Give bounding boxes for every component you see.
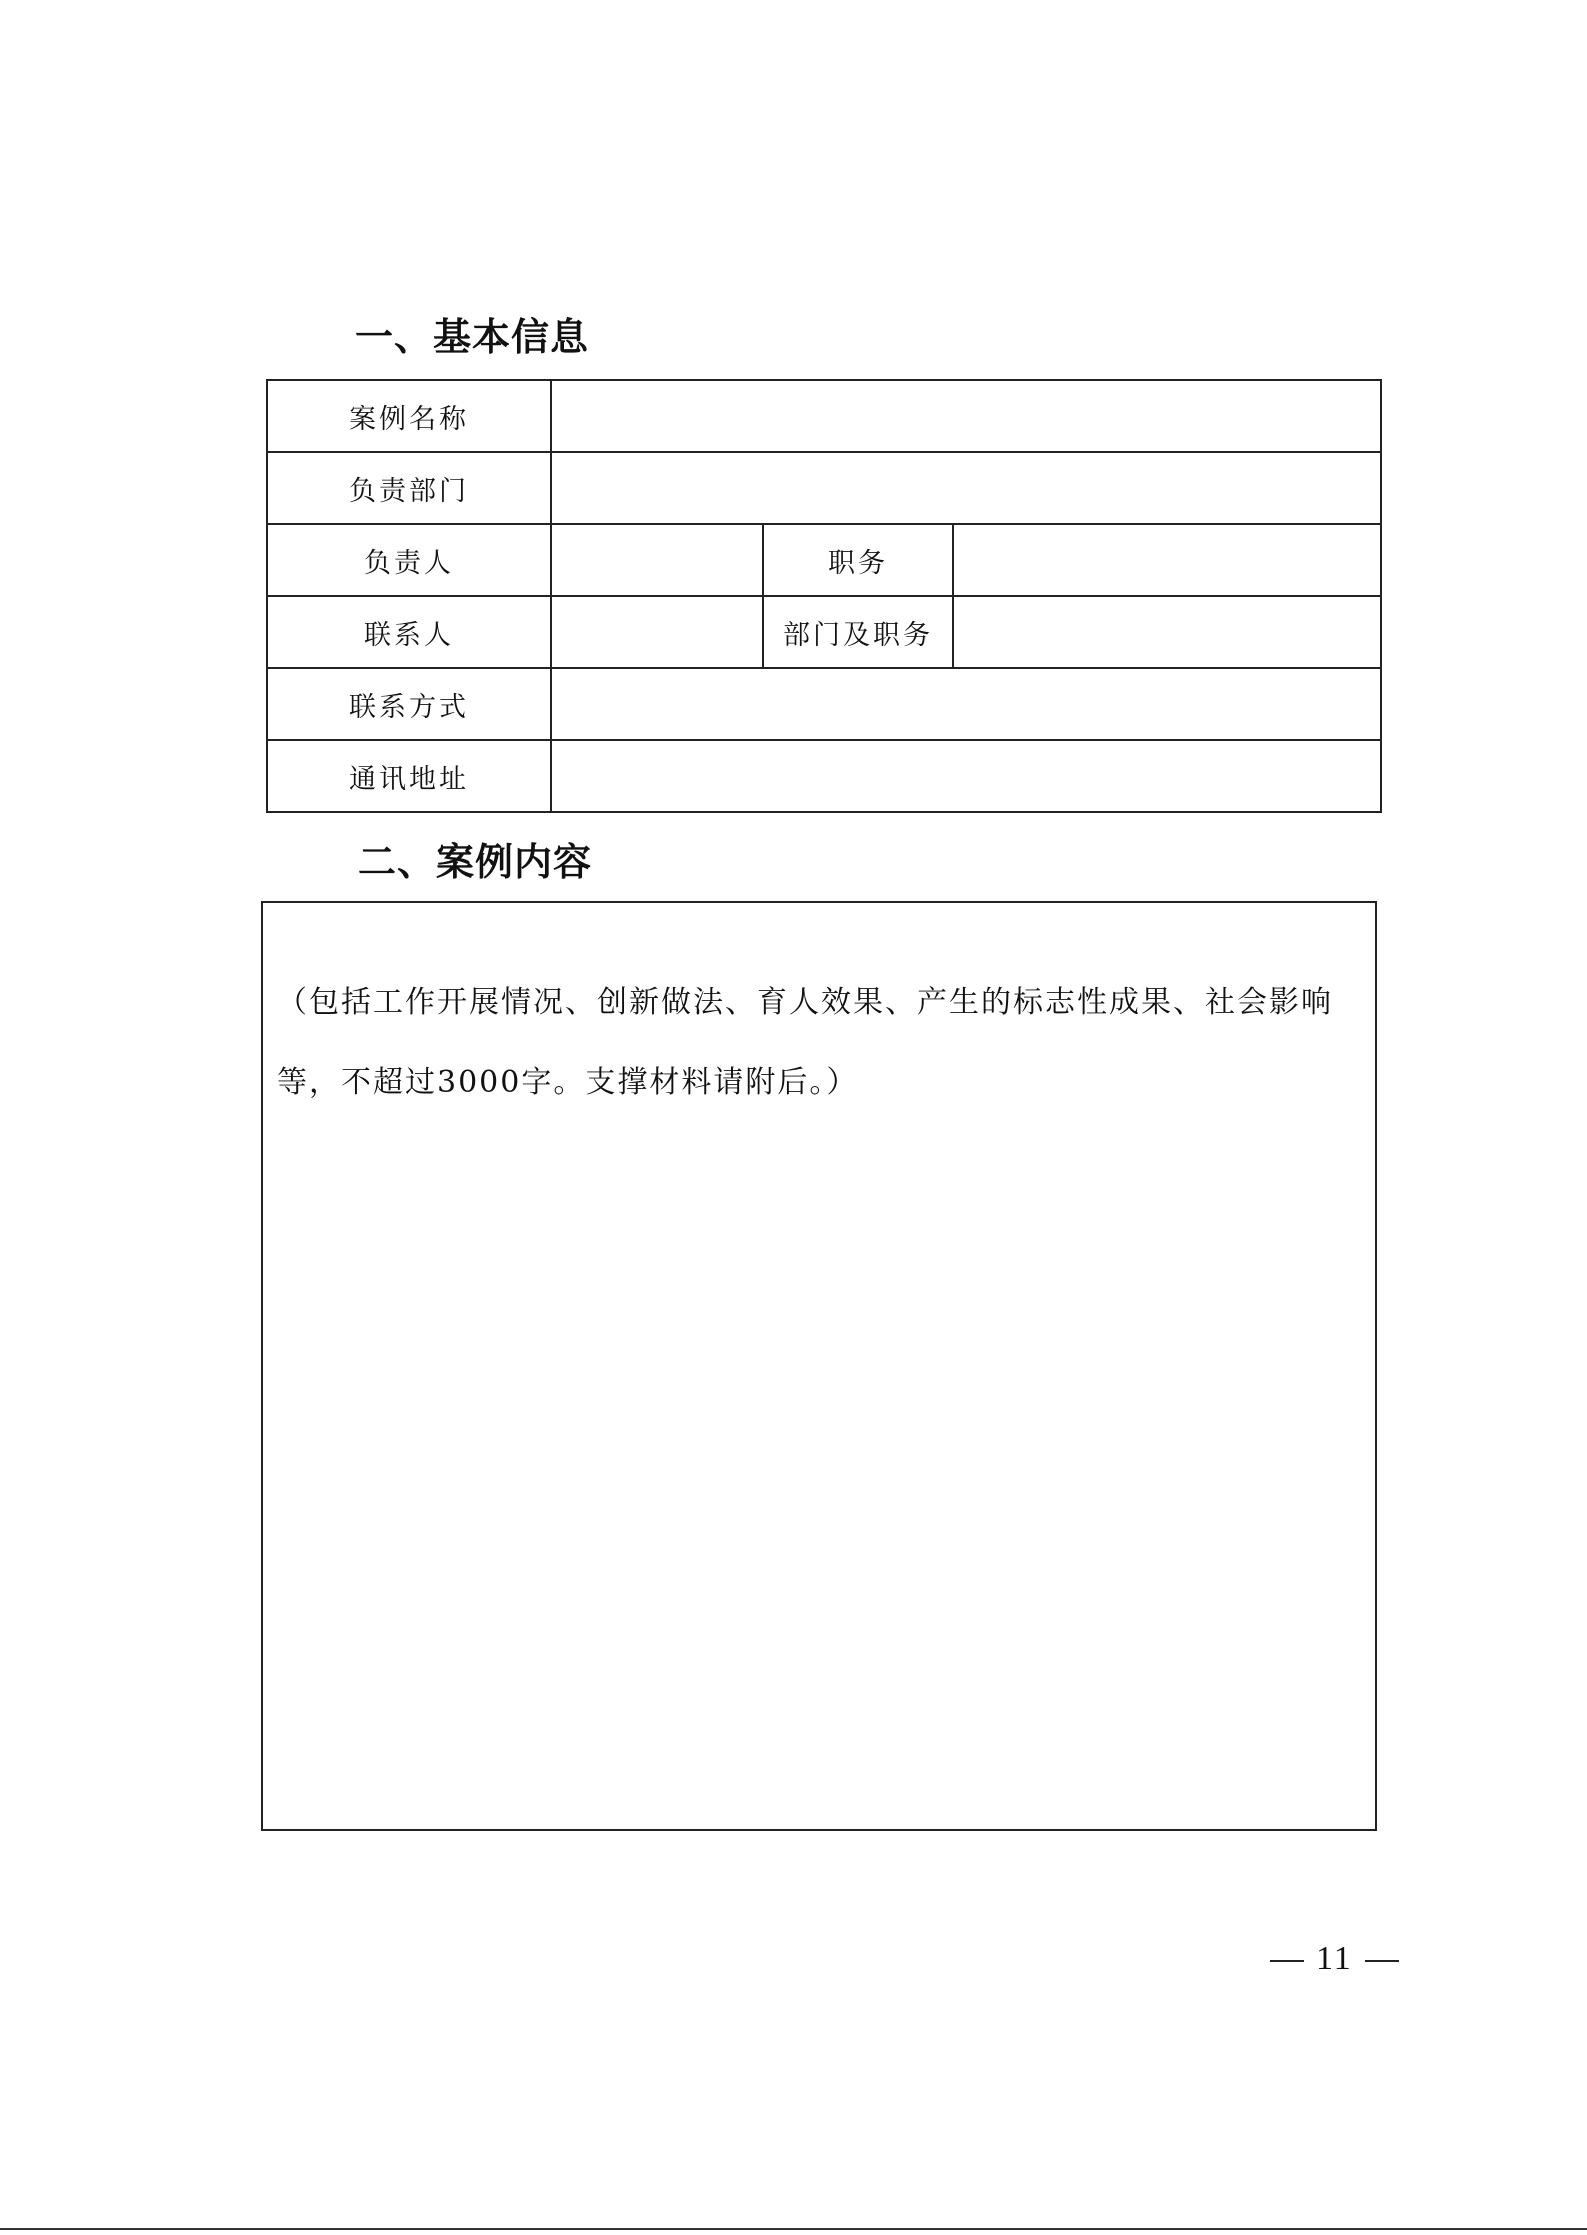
- basic-info-table: [266, 379, 1382, 813]
- dept-position-field[interactable]: [953, 596, 1381, 668]
- section-title-basic-info: 一、基本信息: [355, 315, 590, 359]
- person-in-charge-field[interactable]: [551, 524, 763, 596]
- table-row-case-name: [267, 380, 1381, 452]
- contact-method-label: 联系方式: [267, 668, 551, 740]
- position-label: 职务: [763, 524, 953, 596]
- case-content-box[interactable]: [261, 901, 1377, 1831]
- table-row-address: [267, 740, 1381, 812]
- department-label: 负责部门: [267, 452, 551, 524]
- case-name-label: 案例名称: [267, 380, 551, 452]
- position-field[interactable]: [953, 524, 1381, 596]
- contact-method-field[interactable]: [551, 668, 1381, 740]
- department-field[interactable]: [551, 452, 1381, 524]
- section-title-case-content: 二、案例内容: [358, 840, 593, 884]
- contact-person-label: 联系人: [267, 596, 551, 668]
- case-content-hint: （包括工作开展情况、创新做法、育人效果、产生的标志性成果、社会影响等，不超过3000字。支撑材料请附后。）: [277, 985, 1333, 1100]
- dept-position-label: 部门及职务: [763, 596, 953, 668]
- contact-person-field[interactable]: [551, 596, 763, 668]
- address-label: 通讯地址: [267, 740, 551, 812]
- address-field[interactable]: [551, 740, 1381, 812]
- table-row-department: [267, 452, 1381, 524]
- case-name-field[interactable]: [551, 380, 1381, 452]
- page-number-dash-left: [1270, 1960, 1304, 1962]
- page-number: [1258, 1940, 1411, 1978]
- page-number-value: 11: [1316, 1940, 1353, 1977]
- page-number-dash-right: [1365, 1960, 1399, 1962]
- bottom-divider: [0, 2228, 1587, 2230]
- person-in-charge-label: 负责人: [267, 524, 551, 596]
- table-row-contact-person: [267, 596, 1381, 668]
- table-row-contact-method: [267, 668, 1381, 740]
- table-row-person-in-charge: [267, 524, 1381, 596]
